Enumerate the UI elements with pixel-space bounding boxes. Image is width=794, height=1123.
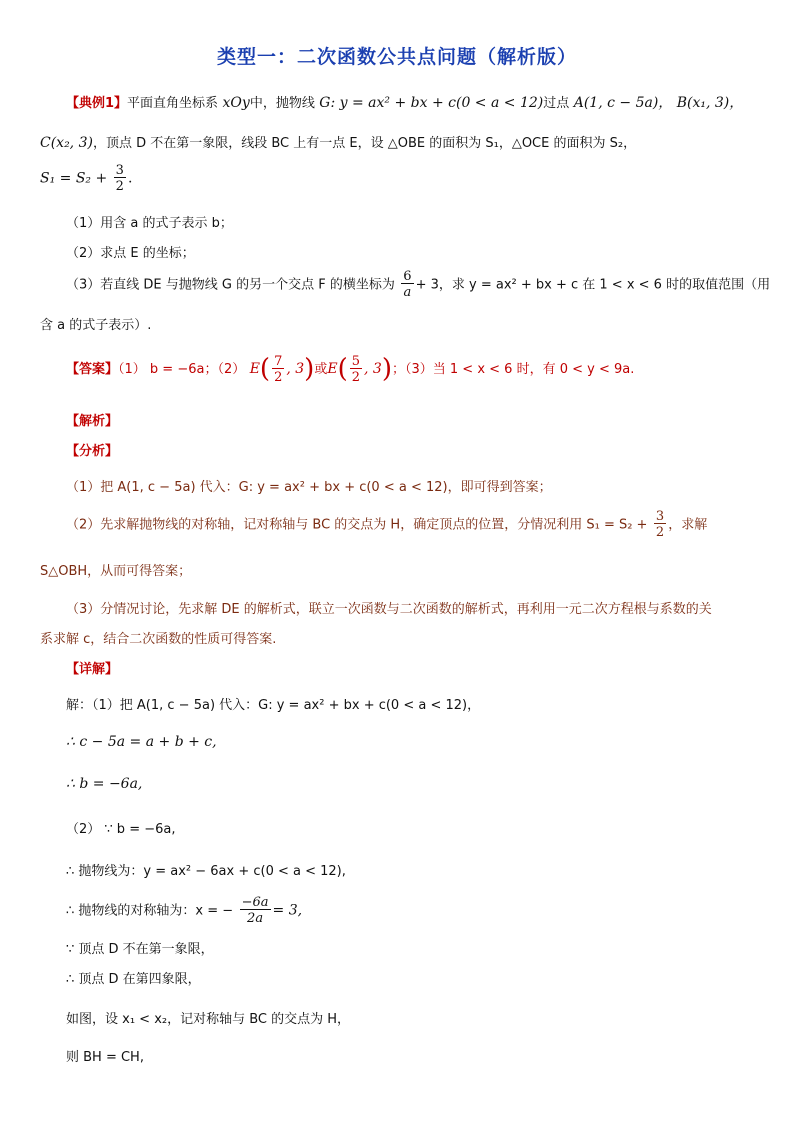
example-tag: 【典例1】 <box>66 96 128 111</box>
detail-tag-line: 【详解】 <box>66 662 119 677</box>
example-line-2: C(x₂, 3)，顶点 D 不在第一象限，线段 BC 上有一点 E，设 △OBE 的面积为 S₁，△OCE 的面积为 S₂， <box>40 135 637 151</box>
fraction-5-2: $\frac{5}{2}$ <box>351 353 361 385</box>
question-1: （1）用含 a 的式子表示 b； <box>66 216 233 231</box>
page-title: 类型一：二次函数公共点问题（解析版） <box>216 46 577 68</box>
fenxi-1: （1）把 A(1, c − 5a) 代入：G: y = ax² + bx + c(0 < a < 12)，即可得到答案； <box>66 480 552 495</box>
fenxi-2-cont: S△OBH，从而可得答案； <box>40 564 192 579</box>
detail-7: ∵ 顶点 D 不在第一象限， <box>66 942 214 957</box>
fraction-3-2-b: $\frac{3}{2}$ <box>655 509 665 540</box>
example-line-1: 【典例1】平面直角坐标系 xOy中，抛物线 G: y = ax² + bx + c(0 < a < 12)过点 A(1, c − 5a)， B(x₁, 3)， <box>66 95 744 111</box>
question-3-cont: 含 a 的式子表示）. <box>40 318 152 333</box>
fenxi-3-cont: 系求解 c，结合二次函数的性质可得答案. <box>40 632 277 647</box>
answer-line: 【答案】（1） b = −6a；（2） E( $\frac{7}{2}$ , 3)或E( $\frac{5}{2}$ , 3)；（3）当 1 < x < 6 时，有 0 < y < 9a. <box>66 353 635 385</box>
detail-9: 如图，设 x₁ < x₂，记对称轴与 BC 的交点为 H， <box>66 1012 351 1027</box>
detail-10: 则 BH = CH, <box>66 1050 144 1065</box>
detail-4: （2） ∵ b = −6a, <box>66 822 176 837</box>
detail-5: ∴ 抛物线为：y = ax² − 6ax + c(0 < a < 12), <box>66 864 346 879</box>
detail-1: 解：（1）把 A(1, c − 5a) 代入：G: y = ax² + bx + c(0 < a < 12)， <box>66 698 481 713</box>
fraction-axis: $\frac{-6a}{2a}$ <box>241 895 269 926</box>
fenxi-3: （3）分情况讨论，先求解 DE 的解析式，联立一次函数与二次函数的解析式，再利用一元二次方程根与系数的关 <box>66 602 712 617</box>
detail-6: ∴ 抛物线的对称轴为：x = − $\frac{-6a}{2a}$ = 3, <box>66 895 303 926</box>
fraction-6-a: $\frac{6}{a}$ <box>403 269 412 300</box>
fraction-7-2: $\frac{7}{2}$ <box>274 353 283 385</box>
question-2: （2）求点 E 的坐标； <box>66 246 195 261</box>
question-3: （3）若直线 DE 与抛物线 G 的另一个交点 F 的横坐标为 $\frac{6}{a}$ + 3，求 y = ax² + bx + c 在 1 < x < 6 时的取值范围（用 <box>66 269 771 300</box>
fraction-3-2: $\frac{3}{2}$ <box>115 163 124 194</box>
fenxi-2: （2）先求解抛物线的对称轴，记对称轴与 BC 的交点为 H，确定顶点的位置，分情况利用 S₁ = S₂ + $\frac{3}{2}$ ，求解 <box>66 509 708 540</box>
detail-2: ∴ c − 5a = a + b + c, <box>66 734 217 750</box>
answer-tag: 【答案】 <box>66 362 119 377</box>
detail-8: ∴ 顶点 D 在第四象限， <box>66 972 201 987</box>
analysis-tag-line: 【解析】 <box>66 414 119 429</box>
detail-3: ∴ b = −6a, <box>66 776 143 792</box>
fenxi-tag-line: 【分析】 <box>66 444 119 459</box>
example-line-3: S₁ = S₂ + $\frac{3}{2}$ . <box>40 163 133 194</box>
